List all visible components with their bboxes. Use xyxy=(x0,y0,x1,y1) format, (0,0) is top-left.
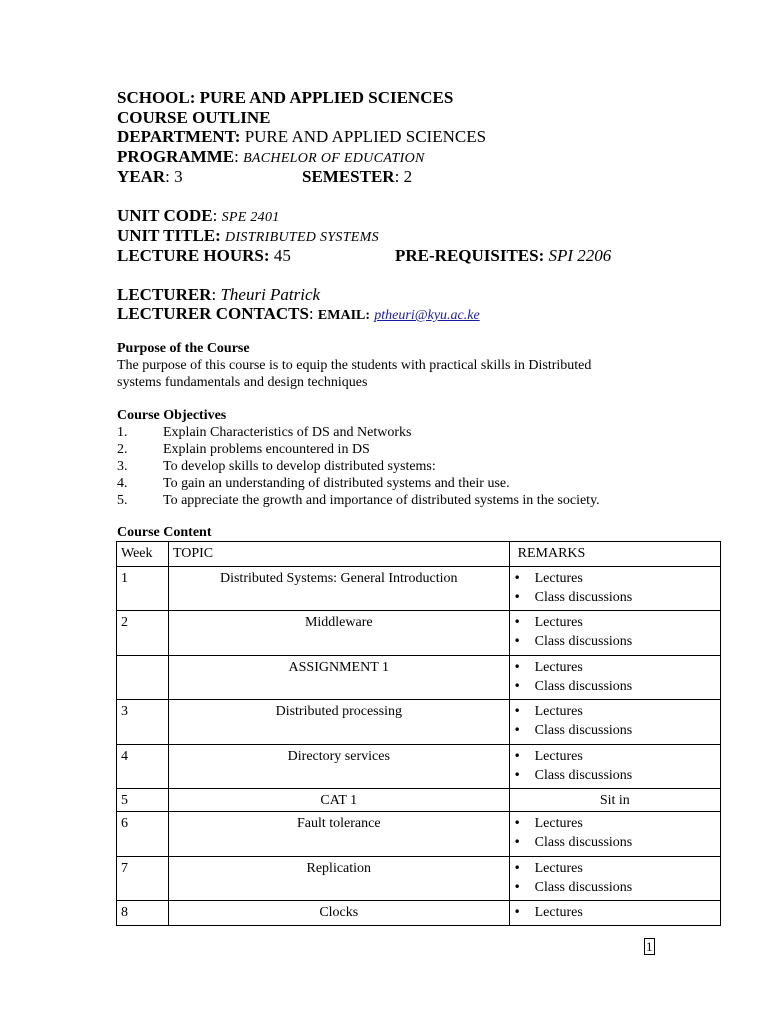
table-row xyxy=(117,567,721,611)
remark-item: • Lectures xyxy=(514,658,716,677)
remarks-cell xyxy=(509,611,720,656)
topic-cell: Replication xyxy=(168,857,509,901)
year-line: YEAR: 3 xyxy=(117,167,183,186)
department-label: DEPARTMENT: xyxy=(117,127,241,146)
remark-item: • Class discussions xyxy=(514,677,716,696)
week-cell: 7 xyxy=(117,857,169,901)
semester-line: SEMESTER: 2 xyxy=(302,167,413,186)
topic-cell: Distributed processing xyxy=(168,700,509,745)
remark-item: • Class discussions xyxy=(514,878,716,897)
remark-item: • Class discussions xyxy=(514,588,716,607)
topic-cell: Distributed Systems: General Introduction xyxy=(168,567,509,611)
unit-title-value: DISTRIBUTED SYSTEMS xyxy=(225,230,379,245)
page-number: 1 xyxy=(646,939,653,954)
remarks-cell xyxy=(509,567,720,611)
contacts-label: LECTURER CONTACTS xyxy=(117,304,309,323)
topic-cell: ASSIGNMENT 1 xyxy=(168,656,509,700)
remarks-header: REMARKS xyxy=(509,542,720,567)
week-cell: 5 xyxy=(117,789,169,812)
table-row xyxy=(117,789,721,812)
remark-item: • Lectures xyxy=(514,814,716,833)
remark-item: • Class discussions xyxy=(514,766,716,785)
objectives-title: Course Objectives xyxy=(117,408,227,423)
unit-title-label: UNIT TITLE: xyxy=(117,226,221,245)
programme-line: PROGRAMME: BACHELOR OF EDUCATION xyxy=(117,147,425,166)
remark-item: • Class discussions xyxy=(514,833,716,852)
unit-code-line: UNIT CODE: SPE 2401 xyxy=(117,206,280,225)
topic-cell: CAT 1 xyxy=(168,789,509,812)
lecturer-line: LECTURER: Theuri Patrick xyxy=(117,285,321,304)
table-header-row xyxy=(117,542,721,567)
topic-cell: Directory services xyxy=(168,745,509,789)
objective-item: 3. To develop skills to develop distributed systems: xyxy=(117,459,436,474)
department-line xyxy=(117,127,486,147)
remarks-cell xyxy=(509,812,720,857)
purpose-text-line-2: systems fundamentals and design techniques xyxy=(117,375,368,390)
week-cell: 2 xyxy=(117,611,169,656)
unit-code-value: SPE 2401 xyxy=(221,210,280,225)
remark-item: • Lectures xyxy=(514,903,716,922)
lecture-hours-label: LECTURE HOURS: xyxy=(117,246,270,265)
week-header: Week xyxy=(117,542,169,567)
table-row xyxy=(117,901,721,926)
topic-cell: Fault tolerance xyxy=(168,812,509,857)
week-cell: 3 xyxy=(117,700,169,745)
programme-value: BACHELOR OF EDUCATION xyxy=(243,151,425,166)
table-row xyxy=(117,857,721,901)
remark-item: • Lectures xyxy=(514,747,716,766)
objectives-section xyxy=(117,407,600,509)
remarks-cell xyxy=(509,656,720,700)
table-row xyxy=(117,700,721,745)
remark-item: • Lectures xyxy=(514,859,716,878)
remark-item: • Lectures xyxy=(514,613,716,632)
table-row xyxy=(117,611,721,656)
remark-item: • Class discussions xyxy=(514,632,716,651)
email-label: EMAIL: xyxy=(317,308,371,323)
lecture-hours-value: 45 xyxy=(273,246,291,265)
lecturer-label: LECTURER xyxy=(117,285,212,304)
remarks-cell xyxy=(509,901,720,926)
week-cell xyxy=(117,656,169,700)
objective-item: 4. To gain an understanding of distributed systems and their use. xyxy=(117,476,510,491)
remarks-cell xyxy=(509,745,720,789)
table-row xyxy=(117,812,721,857)
prereq-line xyxy=(395,246,611,266)
purpose-text-line-1: The purpose of this course is to equip the students with practical skills in Distributed xyxy=(117,358,592,373)
unit-code-label: UNIT CODE xyxy=(117,206,213,225)
year-label: YEAR xyxy=(117,167,166,186)
email-link[interactable]: ptheuri@kyu.ac.ke xyxy=(374,308,480,323)
content-title: Course Content xyxy=(117,525,212,540)
objective-item: 1. Explain Characteristics of DS and Networks xyxy=(117,425,412,440)
course-content-table xyxy=(116,541,721,926)
week-cell: 6 xyxy=(117,812,169,857)
semester-label: SEMESTER xyxy=(302,167,395,186)
week-cell: 4 xyxy=(117,745,169,789)
topic-cell: Clocks xyxy=(168,901,509,926)
prereq-value: SPI 2206 xyxy=(548,246,612,265)
topic-header: TOPIC xyxy=(168,542,509,567)
week-cell: 8 xyxy=(117,901,169,926)
department-value: PURE AND APPLIED SCIENCES xyxy=(244,127,487,146)
remarks-cell xyxy=(509,700,720,745)
lecture-hours-line xyxy=(117,246,291,266)
school-heading: SCHOOL: PURE AND APPLIED SCIENCES xyxy=(117,88,454,107)
table-row xyxy=(117,656,721,700)
remark-item: • Lectures xyxy=(514,569,716,588)
objective-item: 5. To appreciate the growth and importance of distributed systems in the society. xyxy=(117,493,600,508)
objective-item: 2. Explain problems encountered in DS xyxy=(117,442,370,457)
topic-cell: Middleware xyxy=(168,611,509,656)
semester-value: 2 xyxy=(403,167,413,186)
remarks-cell: Sit in xyxy=(509,789,720,812)
year-value: 3 xyxy=(174,167,183,186)
lecturer-value: Theuri Patrick xyxy=(220,285,321,304)
purpose-section xyxy=(117,340,591,391)
remark-item: • Lectures xyxy=(514,702,716,721)
remark-item: • Class discussions xyxy=(514,721,716,740)
unit-title-line xyxy=(117,226,379,248)
programme-label: PROGRAMME xyxy=(117,147,235,166)
purpose-title: Purpose of the Course xyxy=(117,341,250,356)
week-cell: 1 xyxy=(117,567,169,611)
remarks-cell xyxy=(509,857,720,901)
prereq-label: PRE-REQUISITES: xyxy=(395,246,545,265)
contacts-line: LECTURER CONTACTS: EMAIL: ptheuri@kyu.ac.ke xyxy=(117,304,480,323)
table-row xyxy=(117,745,721,789)
course-outline-heading: COURSE OUTLINE xyxy=(117,108,271,127)
